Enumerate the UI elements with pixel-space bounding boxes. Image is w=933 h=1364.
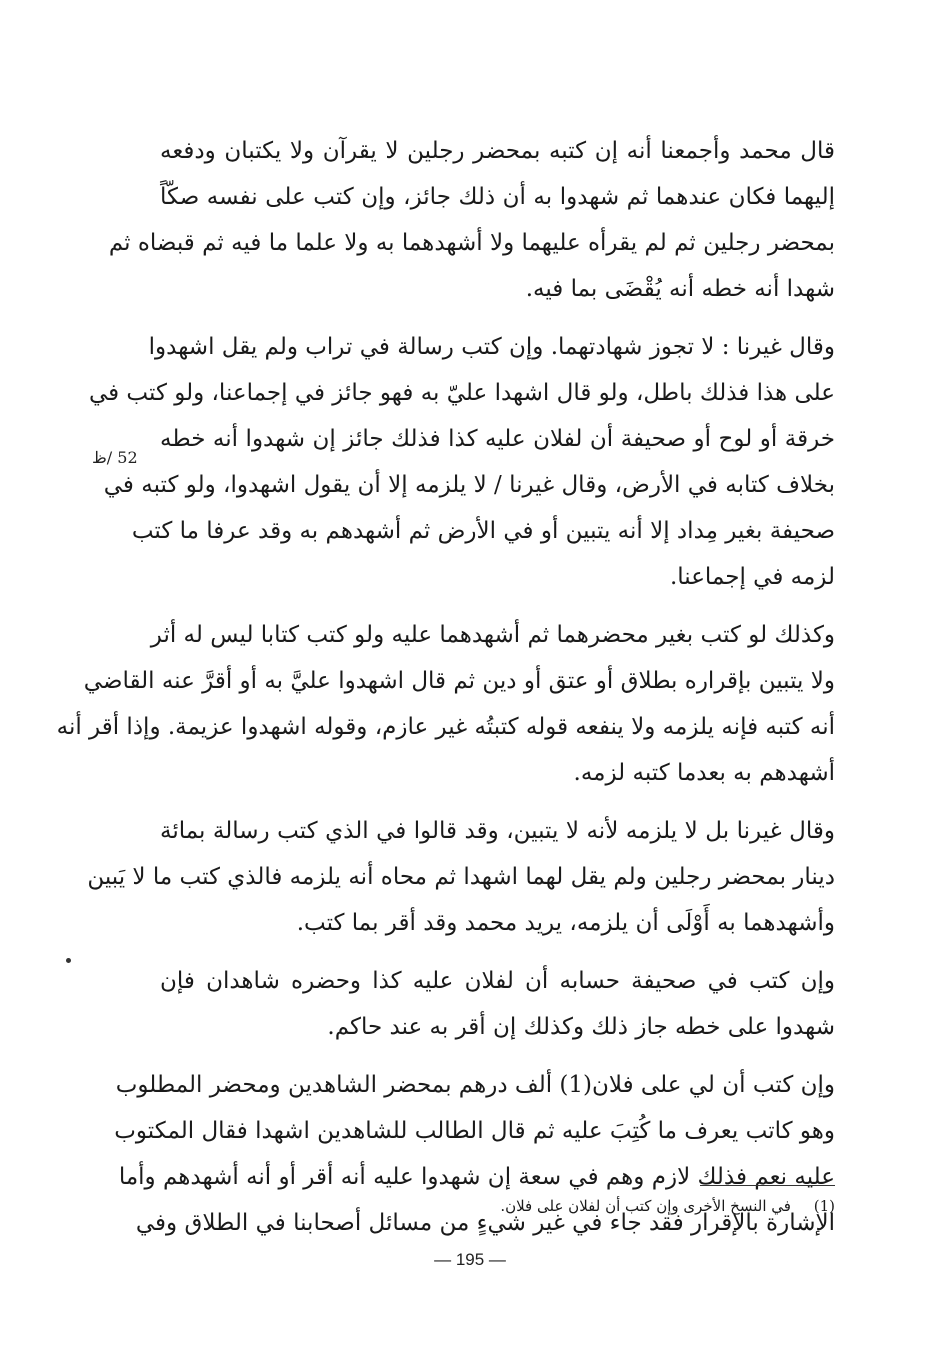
text-line: أنه كتبه فإنه يلزمه ولا ينفعه قوله كتبتُه غير عازم، وقوله اشهدوا عزيمة. وإذا أقر أنه xyxy=(56,714,835,740)
paragraph-3 xyxy=(56,612,835,796)
text-line: إليهما فكان عندهما ثم شهدوا به أن ذلك جائز، وإن كتب على نفسه صكّاً xyxy=(160,184,835,210)
text-line: أشهدهم به بعدما كتبه لزمه. xyxy=(573,760,835,786)
text-line: وكذلك لو كتب بغير محضرهما ثم أشهدهما عليه ولو كتب كتابا ليس له أثر xyxy=(150,622,835,648)
text-line: بخلاف كتابه في الأرض، وقال غيرنا / لا يلزمه إلا أن يقول اشهدوا، ولو كتبه في xyxy=(103,472,835,498)
text-line: عليه نعم فذلك لازم وهم في سعة إن شهدوا عليه أنه أقر أو أنه أشهدهم وأما xyxy=(118,1164,835,1190)
footnote-number: (1) xyxy=(813,1197,835,1215)
text-line: وإن كتب أن لي على فلان(1) ألف درهم بمحضر الشاهدين ومحضر المطلوب xyxy=(115,1072,835,1098)
text-line: دينار بمحضر رجلين ولم يقل لهما اشهدا ثم محاه أنه يلزمه فالذي كتب ما لا يَبين xyxy=(87,864,835,890)
text-line: لزمه في إجماعنا. xyxy=(669,564,835,590)
page-number: — 195 — xyxy=(434,1250,506,1269)
margin-folio-note: 52 /ظ xyxy=(92,448,138,467)
paragraph-4 xyxy=(87,808,835,946)
text-line: شهدا أنه خطه أنه يُقْضَى بما فيه. xyxy=(525,276,835,302)
paragraph-5 xyxy=(160,958,835,1050)
text-line: وقال غيرنا بل لا يلزمه لأنه لا يتبين، وقد قالوا في الذي كتب رسالة بمائة xyxy=(160,818,835,844)
text-line: شهدوا على خطه جاز ذلك وكذلك إن أقر به عند حاكم. xyxy=(327,1014,835,1040)
footnote-text: في النسخ الأخرى وإن كتب أن لفلان على فلان. xyxy=(500,1197,791,1215)
text-line: وإن كتب في صحيفة حسابه أن لفلان عليه كذا وحضره شاهدان فإن xyxy=(160,968,835,994)
text-line: قال محمد وأجمعنا أنه إن كتبه بمحضر رجلين لا يقرآن ولا يكتبان ودفعه xyxy=(160,138,835,164)
text-line: وقال غيرنا : لا تجوز شهادتهما. وإن كتب رسالة في تراب ولم يقل اشهدوا xyxy=(148,334,835,360)
text-line: خرقة أو لوح أو صحيفة أن لفلان عليه كذا فذلك جائز إن شهدوا أنه خطه xyxy=(160,426,835,452)
paragraph-1 xyxy=(108,128,835,312)
text-line: ولا يتبين بإقراره بطلاق أو عتق أو دين ثم قال اشهدوا عليَّ به أو أقرَّ عنه القاضي xyxy=(83,668,835,694)
text-line: وهو كاتب يعرف ما كُتِبَ عليه ثم قال الطالب للشاهدين اشهدا فقال المكتوب xyxy=(114,1118,835,1144)
text-line: صحيفة بغير مِداد إلا أنه يتبين أو في الأرض ثم أشهدهم به وقد عرفا ما كتب xyxy=(131,518,835,544)
footnote-divider xyxy=(700,1185,835,1186)
text-line: بمحضر رجلين ثم لم يقرأه عليهما ولا أشهدهما به ولا علما ما فيه ثم قبضاه ثم xyxy=(108,230,835,256)
text-line: الإشارة بالإقرار فقد جاء في غير شيءٍ من مسائل أصحابنا في الطلاق وفي xyxy=(135,1210,835,1236)
text-line: على هذا فذلك باطل، ولو قال اشهدا عليّ به فهو جائز في إجماعنا، ولو كتب في xyxy=(88,380,835,406)
margin-dot xyxy=(66,958,71,963)
footnote xyxy=(420,1192,835,1220)
text-line: وأشهدهما به أَوْلَى أن يلزمه، يريد محمد وقد أقر بما كتب. xyxy=(296,910,835,936)
